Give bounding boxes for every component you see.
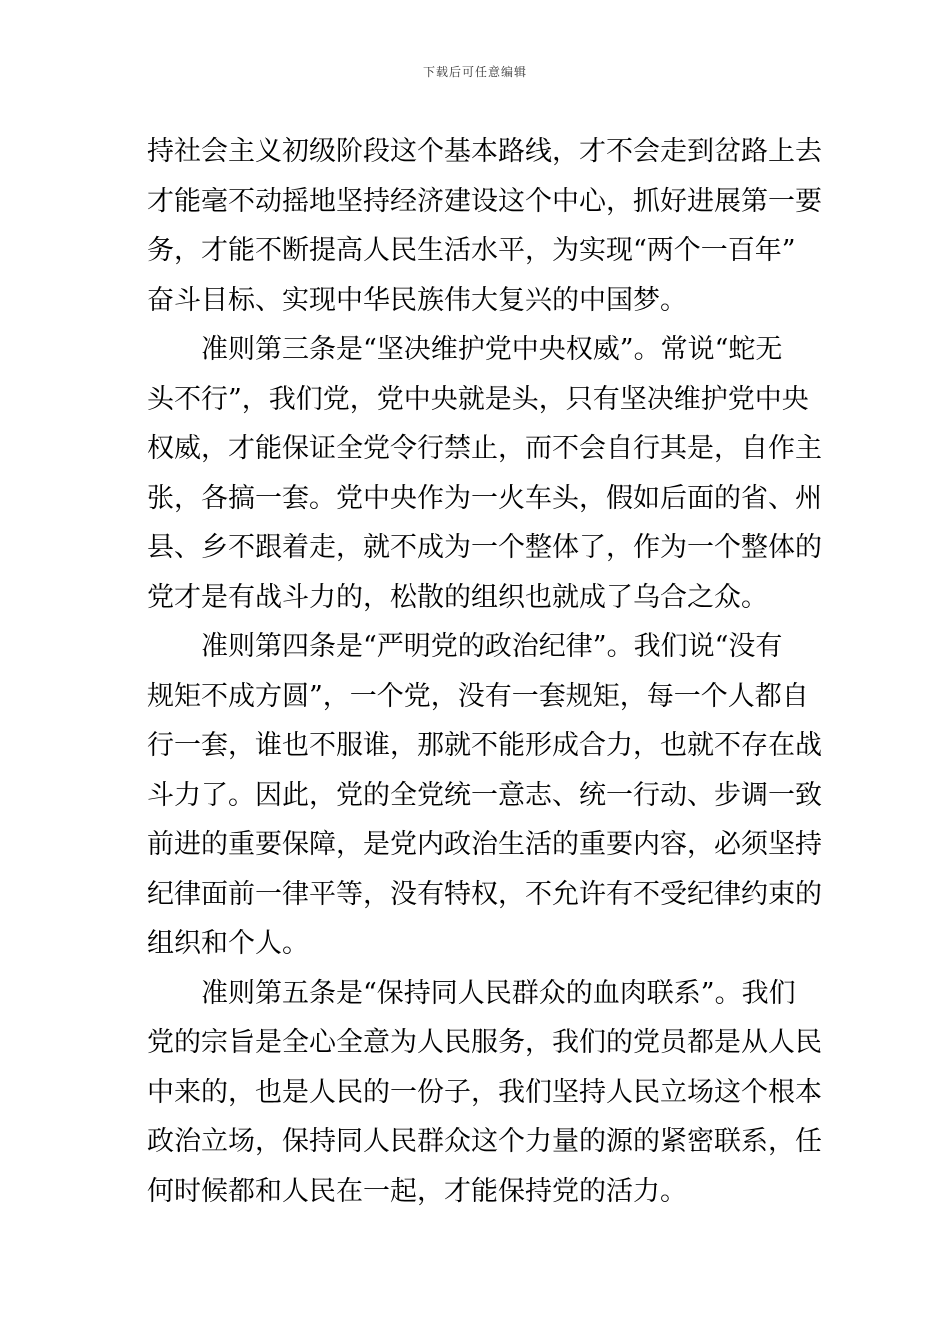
text-line: 张，各搞一套。党中央作为一火车头，假如后面的省、州: [147, 482, 822, 514]
paragraph-start-line: 准则第五条是“保持同人民群众的血肉联系”。我们: [201, 977, 796, 1009]
text-line: 中来的，也是人民的一份子，我们坚持人民立场这个根本: [147, 1076, 822, 1108]
text-line: 行一套，谁也不服谁，那就不能形成合力，也就不存在战: [147, 730, 822, 761]
text-line: 党才是有战斗力的，松散的组织也就成了乌合之众。: [147, 581, 768, 613]
text-line: 何时候都和人民在一起，才能保持党的活力。: [147, 1175, 687, 1207]
text-line: 规矩不成方圆”，一个党，没有一套规矩，每一个人都自: [147, 680, 809, 712]
text-line: 务，才能不断提高人民生活水平，为实现“两个一百年”: [147, 235, 796, 266]
text-line: 县、乡不跟着走，就不成为一个整体了，作为一个整体的: [147, 532, 822, 563]
paragraph-start-line: 准则第四条是“严明党的政治纪律”。我们说“没有: [201, 631, 783, 662]
text-line: 斗力了。因此，党的全党统一意志、统一行动、步调一致: [147, 779, 822, 811]
text-line: 头不行”，我们党，党中央就是头，只有坚决维护党中央: [147, 383, 809, 415]
text-line: 政治立场，保持同人民群众这个力量的源的紧密联系，任: [147, 1126, 822, 1157]
text-line: 党的宗旨是全心全意为人民服务，我们的党员都是从人民: [147, 1027, 822, 1058]
paragraph-start-line: 准则第三条是“坚决维护党中央权威”。常说“蛇无: [201, 334, 783, 365]
body-text: [147, 127, 822, 1216]
text-line: 前进的重要保障，是党内政治生活的重要内容，必须坚持: [147, 829, 822, 860]
text-line: 持社会主义初级阶段这个基本路线，才不会走到岔路上去: [147, 136, 822, 167]
text-line: 才能毫不动摇地坚持经济建设这个中心，抓好进展第一要: [147, 185, 822, 217]
text-line: 权威，才能保证全党令行禁止，而不会自行其是，自作主: [147, 433, 822, 464]
text-line: 纪律面前一律平等，没有特权，不允许有不受纪律约束的: [147, 878, 822, 910]
text-line: 组织和个人。: [147, 928, 309, 959]
header-note: 下载后可任意编辑: [422, 65, 527, 79]
text-line: 奋斗目标、实现中华民族伟大复兴的中国梦。: [147, 284, 687, 316]
